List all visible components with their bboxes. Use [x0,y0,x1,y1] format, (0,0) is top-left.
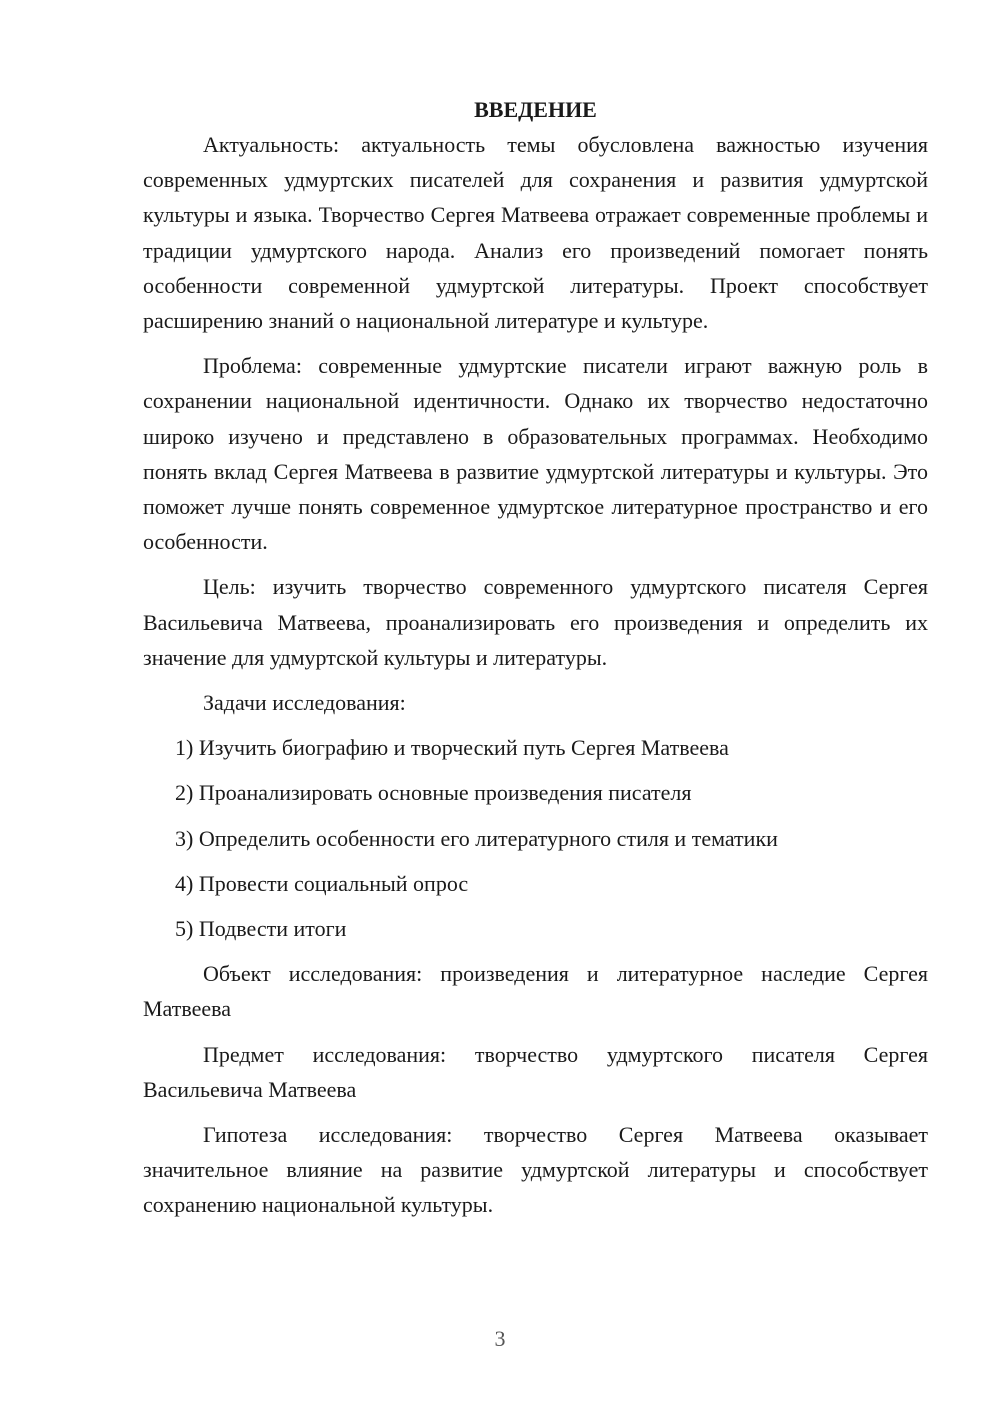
page-title: ВВЕДЕНИЕ [474,97,597,122]
list-item: 3) Определить особенности его литературного стиля и тематики [175,825,778,851]
paragraph-hypothesis: Гипотеза исследования: творчество Сергея Матвеева оказывает значительное влияние на развитие удмуртской литературы и способствует сохранению национальной культуры. [143,1122,928,1218]
list-item: 1) Изучить биографию и творческий путь Сергея Матвеева [175,735,729,761]
document-page [143,92,928,1223]
list-item: 4) Провести социальный опрос [175,870,469,896]
paragraph-object: Объект исследования: произведения и литературное наследие Сергея Матвеева [143,961,928,1022]
paragraph-subject: Предмет исследования: творчество удмуртского писателя Сергея Васильевича Матвеева [143,1041,928,1102]
page-number: 3 [494,1326,506,1351]
paragraph-problem: Проблема: современные удмуртские писатели играют важную роль в сохранении национальной идентичности. Однако их творчество недостаточно широко изучено и представлено в образовательных программах. Необходимо понять вклад Сергея Матвеева в развитие удмуртской литературы и культуры. Это поможет лучше понять современное удмуртское литературное пространство и его особенности. [143,353,928,555]
list-item: 5) Подвести итоги [175,916,347,942]
tasks-heading: Задачи исследования: [203,690,406,716]
list-item: 2) Проанализировать основные произведения писателя [175,780,692,806]
paragraph-actuality: Актуальность: актуальность темы обусловлена важностью изучения современных удмуртских писателей для сохранения и развития удмуртской культуры и языка. Творчество Сергея Матвеева отражает современные проблемы и традиции удмуртского народа. Анализ его произведений помогает понять особенности современной удмуртской литературы. Проект способствует расширению знаний о национальной литературе и культуре. [143,132,928,334]
paragraph-goal: Цель: изучить творчество современного удмуртского писателя Сергея Васильевича Матвеева, проанализировать его произведения и определить их значение для удмуртской культуры и литературы. [143,574,928,670]
tasks-list [143,730,928,946]
